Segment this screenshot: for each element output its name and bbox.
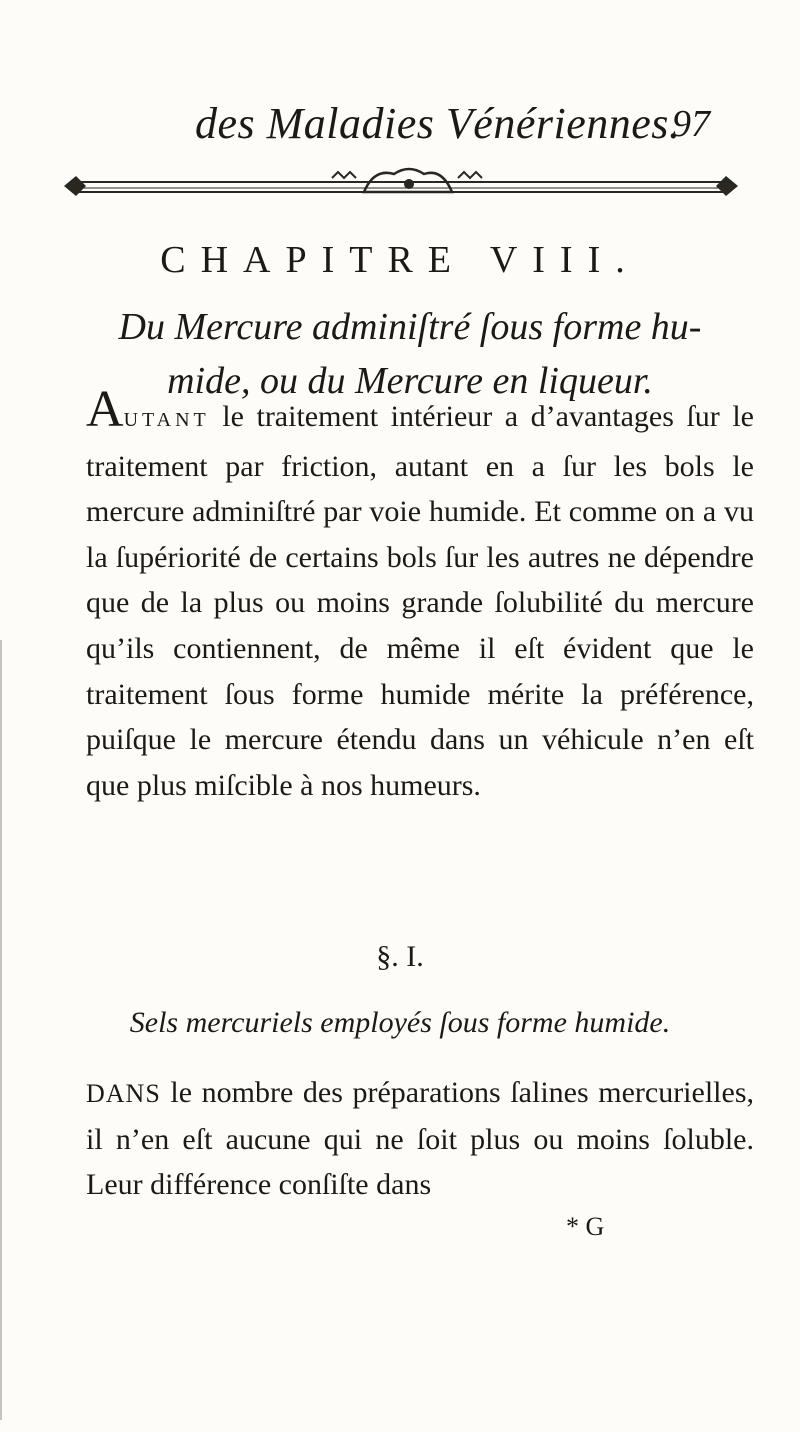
paragraph-2-text: le nombre des préparations ſalines mercurielles, il n’en eſt aucune qui ne ſoit plus ou moins ſoluble. Leur différence conſiſte dans	[86, 1076, 754, 1202]
chapter-title: CHAPITRE VIII.	[160, 239, 640, 281]
page-number: 97	[672, 103, 710, 145]
paragraph-1-smallcaps: UTANT	[123, 409, 210, 431]
section-number: §. I.	[376, 940, 424, 973]
chapter-subtitle-line-1: Du Mercure adminiſtré ſous forme hu-	[118, 306, 702, 348]
chapter-subtitle-line-2: mide, ou du Mercure en liqueur.	[167, 360, 653, 402]
paragraph-2-smallcaps: DANS	[86, 1079, 161, 1108]
decorative-ornament-band	[64, 164, 738, 208]
section-title: Sels mercuriels employés ſous forme humide.	[129, 1006, 671, 1039]
signature-mark: * G	[566, 1212, 605, 1241]
paragraph-2	[86, 1070, 754, 1208]
drop-initial: A	[86, 381, 124, 438]
page-edge-shadow	[0, 640, 2, 1420]
running-head: des Maladies Vénériennes.	[195, 99, 681, 148]
paragraph-1-text: le traitement intérieur a d’avantages ſur le traitement par friction, autant en a ſur les bols le mercure adminiſtré par voie humide. Et comme on a vu la ſupériorité de certains bols ſur les autres ne dépendre que de la plus ou moins grande ſolubilité du mercure qu’ils contiennent, de même il eſt évident que le traitement ſous forme humide mérite la préférence, puiſque le mercure étendu dans un véhicule n’en eſt que plus miſcible à nos humeurs.	[86, 400, 754, 802]
